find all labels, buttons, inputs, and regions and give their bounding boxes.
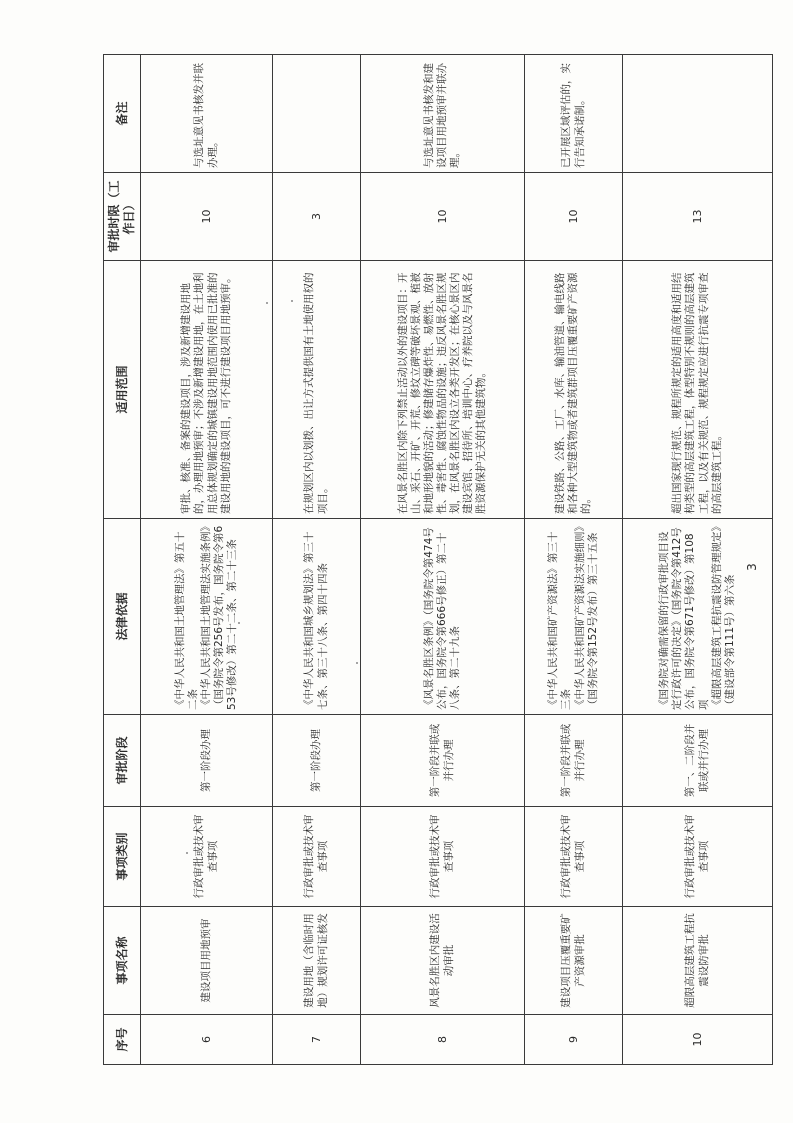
cell-remark: 与选址意见书核发并联办理。 (141, 55, 273, 173)
cell-seq: 9 (525, 1015, 623, 1065)
cell-basis: 《中华人民共和国土地管理法》第五十二条 《中华人民共和国土地管理法实施条例》（国务院令第256号发布，国务院令第653号修改）第二十二条、第二十三条 (141, 519, 273, 715)
header-time: 审批时限（工作日） (104, 173, 141, 261)
cell-seq: 6 (141, 1015, 273, 1065)
cell-category: 行政审批或技术审查事项 (141, 807, 273, 907)
cell-time: 10 (525, 173, 623, 261)
cell-scope: 建设铁路、公路、工厂、水库、输油管道、输电线路和各种大型建筑物或者建筑群项目压覆重要矿产资源的。 (525, 261, 623, 519)
cell-remark: 与选址意见书核发和建设项目用地预审并联办理。 (361, 55, 525, 173)
table-header-row (104, 55, 141, 1065)
cell-time: 3 (273, 173, 361, 261)
cell-basis: 《风景名胜区条例》（国务院令第474号公布，国务院令第666号修正）第二十八条、第二十九条 (361, 519, 525, 715)
cell-name: 风景名胜区内建设活动审批 (361, 907, 525, 1015)
scan-speck (356, 662, 358, 664)
cell-scope: 审批、核准、备案的建设项目，涉及新增建设用地的，办理用地预审；不涉及新增建设用地，在土地利用总体规划确定的城镇建设用地范围内使用已批准的建设用地的建设项目，可不进行建设项目用地预审。 (141, 261, 273, 519)
header-seq: 序号 (104, 1015, 141, 1065)
header-name: 事项名称 (104, 907, 141, 1015)
cell-name: 建设项目压覆重要矿产资源审批 (525, 907, 623, 1015)
cell-stage: 第一阶段办理 (141, 715, 273, 807)
cell-scope: 超出国家现行规范、规程所规定的适用高度和适用结构类型的高层建筑工程，体型特别不规则的高层建筑工程，以及有关规范、规程规定应进行抗震专项审查的高层建筑工程。 (623, 261, 773, 519)
header-basis: 法律依据 (104, 519, 141, 715)
table-row (623, 55, 773, 1065)
header-category: 事项类别 (104, 807, 141, 907)
cell-category: 行政审批或技术审查事项 (525, 807, 623, 907)
cell-remark: 已开展区域评估的，实行告知承诺制。 (525, 55, 623, 173)
rotated-table-container (103, 55, 763, 1065)
cell-time: 13 (623, 173, 773, 261)
cell-category: 行政审批或技术审查事项 (273, 807, 361, 907)
cell-remark (273, 55, 361, 173)
cell-seq: 7 (273, 1015, 361, 1065)
cell-basis: 《中华人民共和国城乡规划法》第三十七条、第三十八条、第四十四条 (273, 519, 361, 715)
cell-category: 行政审批或技术审查事项 (361, 807, 525, 907)
cell-scope: 在风景名胜区内除下列禁止活动以外的建设项目：开山、采石、开矿、开荒、修坟立碑等破坏景观、植被和地形地貌的活动；修建储存爆炸性、易燃性、放射性、毒害性、腐蚀性物品的设施；违反风景名胜区规划，在风景名胜区内设立各类开发区；在核心景区内建设宾馆、招待所、培训中心、疗养院以及与风景名胜资源保护无关的其他建筑物。 (361, 261, 525, 519)
cell-name: 建设项目用地预审 (141, 907, 273, 1015)
cell-name: 建设用地（含临时用地）规划许可证核发 (273, 907, 361, 1015)
cell-category: 行政审批或技术审查事项 (623, 807, 773, 907)
table-row (361, 55, 525, 1065)
cell-scope: 在规划区内以划拨、出让方式提供国有土地使用权的项目。 (273, 261, 361, 519)
cell-stage: 第一阶段并联或并行办理 (361, 715, 525, 807)
scan-speck (186, 852, 188, 854)
page-number: 3 (744, 563, 759, 571)
table-row (141, 55, 273, 1065)
cell-time: 10 (361, 173, 525, 261)
header-stage: 审批阶段 (104, 715, 141, 807)
cell-basis: 《国务院对确需保留的行政审批项目设定行政许可的决定》（国务院令第412号公布，国务院令第671号修改）第108项 《超限高层建筑工程抗震设防管理规定》（建设部令第111号）第六条 (623, 519, 773, 715)
cell-seq: 8 (361, 1015, 525, 1065)
header-remark: 备注 (104, 55, 141, 173)
cell-stage: 第一阶段并联或并行办理 (525, 715, 623, 807)
cell-stage: 第一、二阶段并联或并行办理 (623, 715, 773, 807)
cell-name: 超限高层建筑工程抗震设防审批 (623, 907, 773, 1015)
table-row (525, 55, 623, 1065)
header-scope: 适用范围 (104, 261, 141, 519)
cell-time: 10 (141, 173, 273, 261)
scan-speck (266, 302, 268, 304)
cell-stage: 第一阶段办理 (273, 715, 361, 807)
cell-remark (623, 55, 773, 173)
cell-seq: 10 (623, 1015, 773, 1065)
approval-items-table (103, 54, 773, 1065)
table-row (273, 55, 361, 1065)
scan-speck (291, 300, 293, 302)
cell-basis: 《中华人民共和国矿产资源法》第三十三条 《中华人民共和国矿产资源法实施细则》（国务院令第152号发布）第三十五条 (525, 519, 623, 715)
scan-speck (238, 622, 240, 624)
